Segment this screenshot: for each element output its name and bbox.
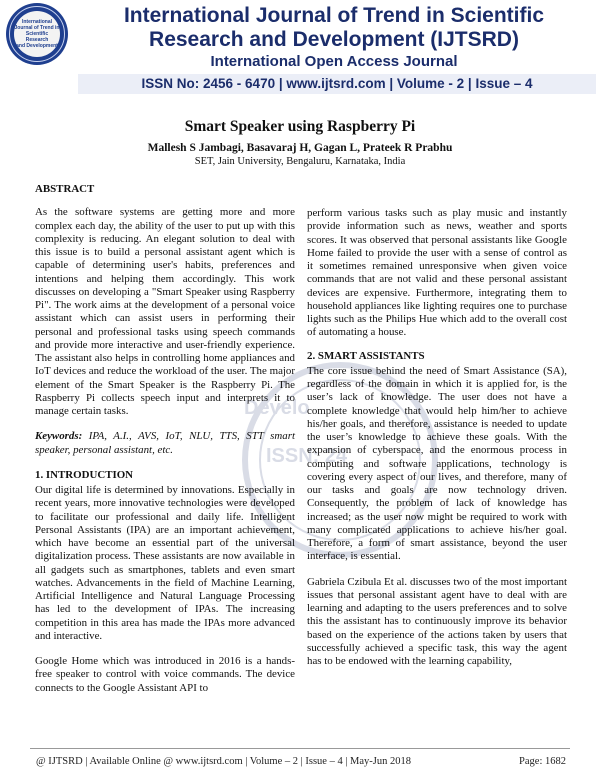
- journal-title-line2: Research and Development (IJTSRD): [149, 28, 519, 51]
- logo-line: Journal of Trend in: [14, 25, 60, 31]
- watermark-line2: ISSN: 24: [266, 445, 348, 467]
- intro-paragraph: Our digital life is determined by innovations. Especially in recent years, more innovative technologies were developed to facilitate our professional and daily life. Intelligent Personal Assistants (IPA) are an important achievement, which have become an essential part of the universal digitalization process. These assistants are now available in all gadgets such as smartphones, tablets and even smart watches. Advancements in the field of Machine Learning, Artificial Intelligence and Natural Language Processing has led to the development of IPAs. The increasing competition in this area has made the IPAs more advanced and interactive.: [35, 484, 295, 642]
- issn-bar: ISSN No: 2456 - 6470 | www.ijtsrd.com | Volume - 2 | Issue – 4: [78, 74, 596, 94]
- left-column: [35, 183, 295, 707]
- right-column: [307, 207, 567, 680]
- page-number: Page: 1682: [519, 756, 566, 767]
- page-footer: [0, 752, 600, 772]
- logo-line: International: [21, 19, 52, 25]
- keywords-label: Keywords:: [35, 430, 83, 443]
- abstract-heading: ABSTRACT: [35, 183, 95, 195]
- paper-authors: Mallesh S Jambagi, Basavaraj H, Gagan L, Prateek R Prabhu: [147, 142, 453, 154]
- intro-heading: 1. INTRODUCTION: [35, 468, 134, 481]
- body-paragraph: perform various tasks such as play music and instantly provide information such as news, weather and sports scores. It was observed that personal assistants like Google Home failed to provide the user with a sense of control as it sometimes remained unresponsive when given voice commands that are not valid and these personal assistant devices are expensive. Furthermore, integrating them to household appliances like lighting requires one to purchase lights such as the Philips Hue which add to the overall cost of automating a house.: [307, 207, 567, 339]
- journal-logo-icon: [6, 3, 68, 65]
- keywords: [35, 430, 295, 457]
- journal-title-line1: International Journal of Trend in Scientific: [123, 4, 545, 27]
- journal-subtitle: International Open Access Journal: [210, 53, 458, 70]
- watermark-line1: Develo: [244, 397, 310, 419]
- intro-paragraph: Google Home which was introduced in 2016 is a hands-free speaker to control with voice commands. The device connects to the Google Assistant API to: [35, 655, 295, 694]
- paper-title: Smart Speaker using Raspberry Pi: [184, 118, 416, 135]
- logo-line: and Development: [16, 43, 58, 49]
- keywords-text: IPA, A.I., AVS, IoT, NLU, TTS, STT smart speaker, personal assistant, etc.: [35, 430, 295, 456]
- journal-header: [0, 0, 600, 96]
- body-paragraph: The core issue behind the need of Smart Assistance (SA), regardless of the domain in which it is applied for, is the user’s lack of knowledge. The user does not have a complete knowledge that would help him/her to achieve his/her goals, and therefore, assistance is needed to update the user’s knowledge to achieve these goals. With the expansion of cyberspace, and the enormous process in computing and software applications, technology is covering every aspect of our lives, and therefore, many of our tasks and goals are now technology driven. Consequently, the problem of lack of knowledge has increased; as the user now might be required to work with many complicated applications to achieve his/her goal. Therefore, a form of smart assistance, beyond the user interface, is essential.: [307, 364, 567, 563]
- logo-line: Scientific Research: [25, 31, 49, 43]
- abstract-text: As the software systems are getting more and more complex each day, the ability of the user to put up with this complexity is reducing. An elegant solution to deal with this issue is to build a personal assistant agent which is capable of determining user's habits, preferences and intentions and helping them accordingly. This work discusses on developing a "Smart Speaker using Raspberry Pi". The work aims at the development of a personal voice assistant which can assist users in performing their personal and professional tasks using speech commands and provide more interactive and user-friendly experience. The assistant also helps in controlling home appliances and IoT devices and reduce the workload of the user. The major element of the Smart Speaker is the Raspberry Pi. The Raspberry Pi collects speech input and interprets it to manage certain tasks.: [35, 206, 295, 417]
- body-paragraph: Gabriela Czibula Et al. discusses two of the most important issues that personal assistant agent have to deal with are learning and adapting to the users preferences and to solve this the assistant has to continuously improve its behavior based on the experience of the actions taken by users that successfully achieved a specific task, this way the agent has to be endowed with the learning capability,: [307, 575, 567, 667]
- footer-divider: [30, 748, 570, 749]
- section-heading-smart-assistants: 2. SMART ASSISTANTS: [307, 349, 425, 362]
- footer-citation: @ IJTSRD | Available Online @ www.ijtsrd.com | Volume – 2 | Issue – 4 | May-Jun 2018: [36, 756, 412, 767]
- paper-affiliation: SET, Jain University, Bengaluru, Karnataka, India: [194, 156, 406, 167]
